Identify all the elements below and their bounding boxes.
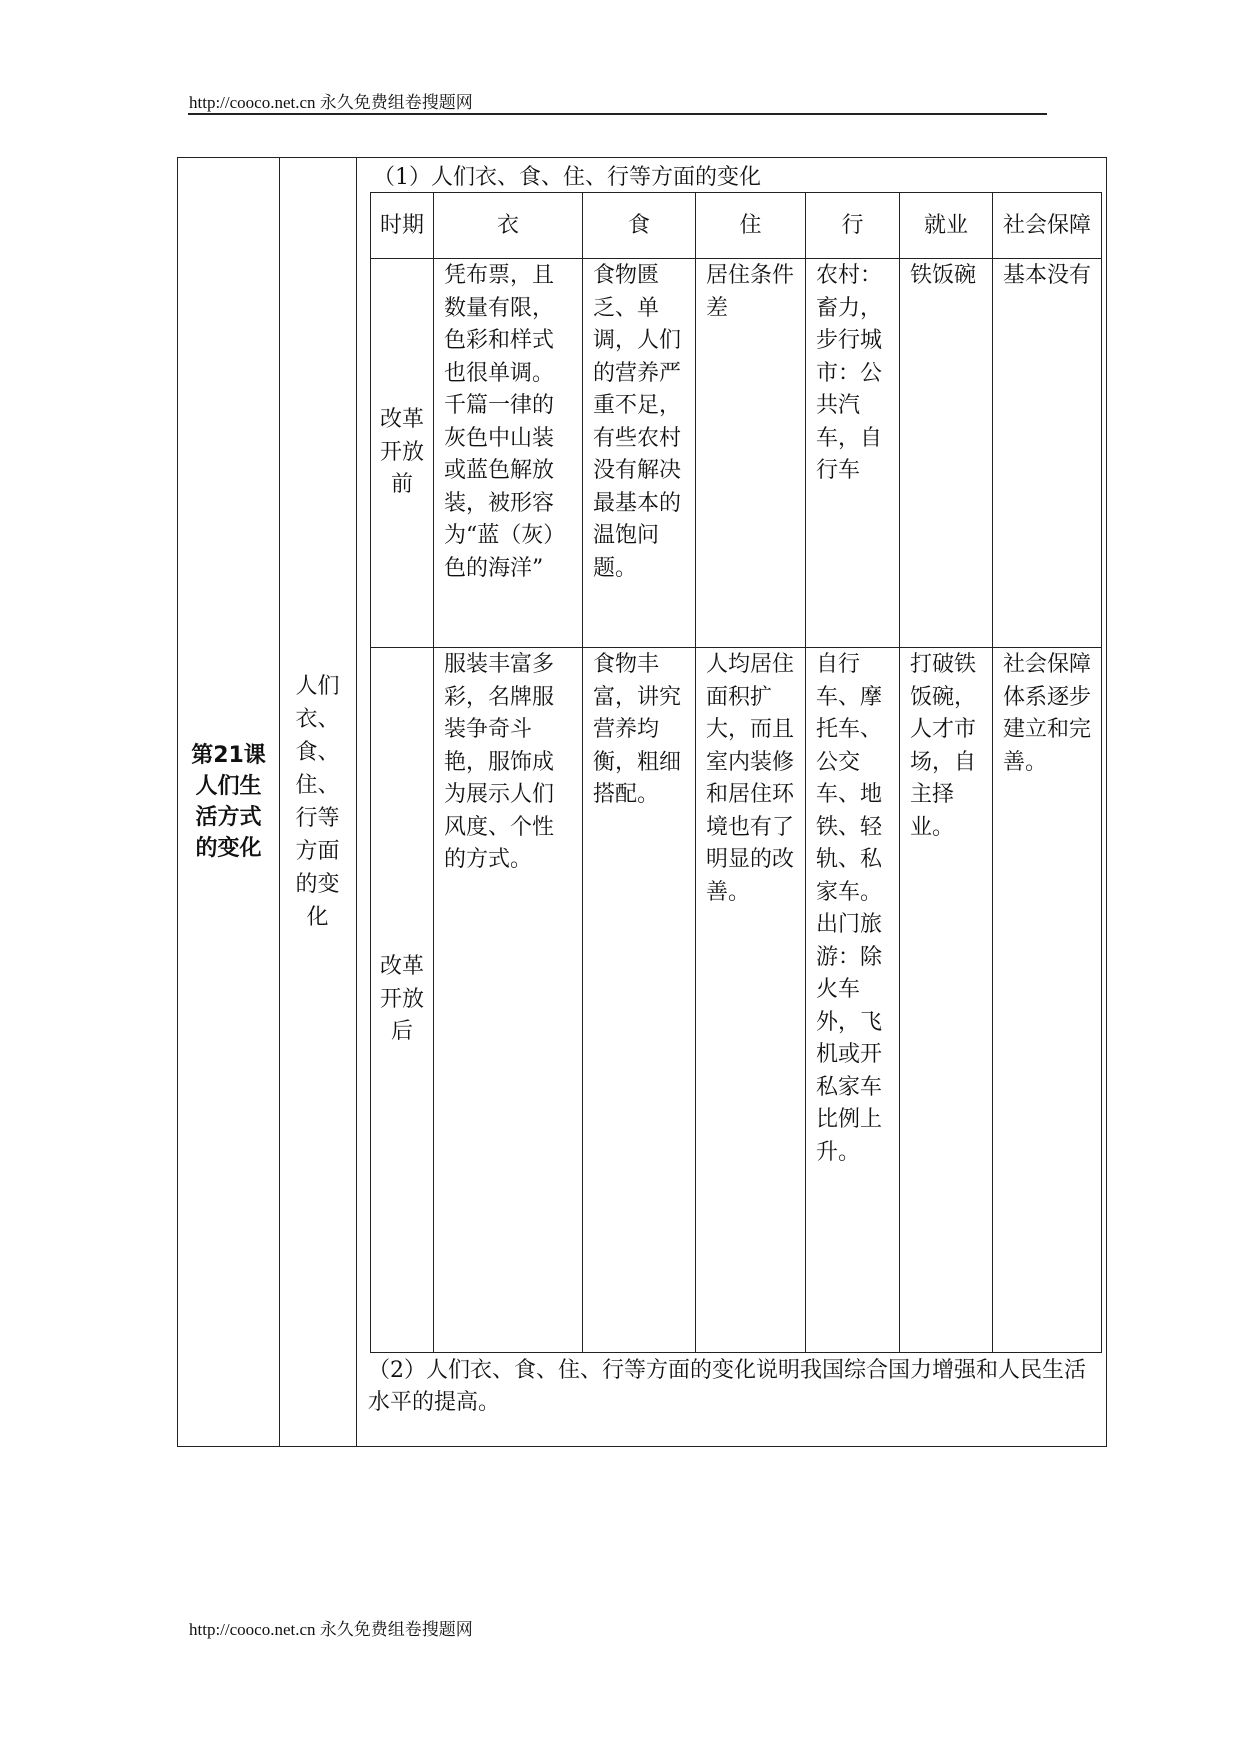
column-divider [356, 158, 357, 1446]
housing-cell: 居住条件差 [696, 259, 806, 648]
lesson-title: 第21课人们生活方式的变化 [191, 743, 266, 861]
header-period: 时期 [371, 193, 434, 259]
header-rule [188, 113, 1047, 115]
transport-cell: 农村：畜力，步行城市：公共汽车，自行车 [806, 259, 900, 648]
housing-cell: 人均居住面积扩大，而且室内装修和居住环境也有了明显的改善。 [696, 648, 806, 1353]
topic-label: 人们衣、食、住、行等方面的变化 [295, 674, 340, 930]
period-cell: 改革开放前 [371, 259, 434, 648]
header-housing: 住 [696, 193, 806, 259]
table-header-row [371, 193, 1102, 259]
table-row [371, 648, 1102, 1353]
employment-cell: 打破铁饭碗，人才市场，自主择业。 [900, 648, 993, 1353]
header-clothing: 衣 [434, 193, 583, 259]
period-cell: 改革开放后 [371, 648, 434, 1353]
lesson-cell [178, 158, 279, 1446]
food-cell: 食物丰富，讲究营养均衡，粗细搭配。 [583, 648, 696, 1353]
transport-cell: 自行车、摩托车、公交车、地铁、轻轨、私家车。出门旅游：除火车外，飞机或开私家车比例上升。 [806, 648, 900, 1353]
topic-cell [279, 158, 356, 1446]
page-footer: http://cooco.net.cn 永久免费组卷搜题网 [189, 1620, 473, 1639]
table-row [371, 259, 1102, 648]
clothing-cell: 凭布票，且数量有限，色彩和样式也很单调。千篇一律的灰色中山装或蓝色解放装，被形容为“蓝（灰）色的海洋” [434, 259, 583, 648]
header-transport: 行 [806, 193, 900, 259]
employment-cell: 铁饭碗 [900, 259, 993, 648]
social-security-cell: 基本没有 [993, 259, 1102, 648]
header-food: 食 [583, 193, 696, 259]
header-social-security: 社会保障 [993, 193, 1102, 259]
social-security-cell: 社会保障体系逐步建立和完善。 [993, 648, 1102, 1353]
lesson-table [177, 157, 1107, 1447]
section-2-text: （2）人们衣、食、住、行等方面的变化说明我国综合国力增强和人民生活水平的提高。 [368, 1358, 1086, 1415]
clothing-cell: 服装丰富多彩，名牌服装争奇斗艳，服饰成为展示人们风度、个性的方式。 [434, 648, 583, 1353]
food-cell: 食物匮乏、单调，人们的营养严重不足，有些农村没有解决最基本的温饱问题。 [583, 259, 696, 648]
page-header: http://cooco.net.cn 永久免费组卷搜题网 [189, 93, 473, 112]
header-employment: 就业 [900, 193, 993, 259]
section-1-heading: （1）人们衣、食、住、行等方面的变化 [373, 165, 761, 190]
comparison-table [370, 192, 1102, 1353]
